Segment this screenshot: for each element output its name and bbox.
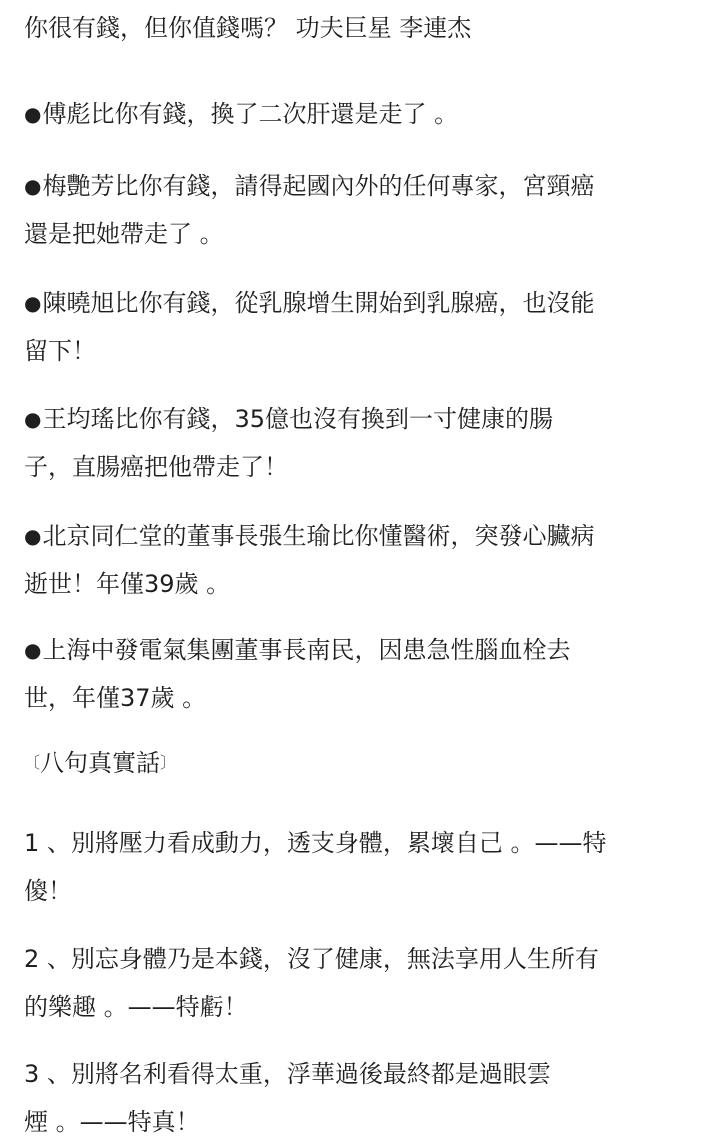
person-paragraph-6 xyxy=(24,626,714,722)
paragraph-line xyxy=(24,512,714,560)
paragraph-line xyxy=(24,279,714,327)
person-paragraph-1 xyxy=(24,90,714,138)
close-bracket: 〕 xyxy=(160,753,177,772)
paragraph-text: 傅彪比你有錢，換了二次肝還是走了 。 xyxy=(42,100,459,128)
paragraph-line: 2 、別忘身體乃是本錢，沒了健康，無法享用人生所有 xyxy=(24,945,599,973)
truth-item-1 xyxy=(24,819,714,915)
paragraph-line: 1 、別將壓力看成動力，透支身體，累壞自己 。——特 xyxy=(24,829,607,857)
bullet-icon: ● xyxy=(24,174,42,198)
bullet-icon: ● xyxy=(24,524,42,548)
bullet-icon: ● xyxy=(24,407,42,431)
paragraph-line: 世，年僅37歲 。 xyxy=(24,684,207,712)
paragraph-text: 王均瑤比你有錢，35億也沒有換到一寸健康的腸 xyxy=(42,405,553,433)
bullet-icon: ● xyxy=(24,102,42,126)
person-paragraph-2 xyxy=(24,162,714,258)
paragraph-line xyxy=(24,90,714,138)
paragraph-line: 3 、別將名利看得太重，浮華過後最終都是過眼雲 xyxy=(24,1060,551,1088)
bullet-icon: ● xyxy=(24,291,42,315)
section-heading-text: 八句真實話 xyxy=(40,749,161,777)
paragraph-line: 逝世！年僅39歲 。 xyxy=(24,570,231,598)
paragraph-line: 子，直腸癌把他帶走了！ xyxy=(24,453,288,481)
paragraph-line: 留下！ xyxy=(24,337,96,365)
paragraph-line: 還是把她帶走了 。 xyxy=(24,220,224,248)
open-bracket: 〔 xyxy=(24,753,41,772)
bullet-icon: ● xyxy=(24,638,42,662)
truth-item-3 xyxy=(24,1050,714,1139)
paragraph-line xyxy=(24,395,714,443)
paragraph-line: 傻！ xyxy=(24,877,72,905)
person-paragraph-5 xyxy=(24,512,714,608)
person-paragraph-4 xyxy=(24,395,714,491)
paragraph-line xyxy=(24,162,714,210)
article-title: 你很有錢，但你值錢嗎？ 功夫巨星 李連杰 xyxy=(24,14,472,42)
paragraph-line xyxy=(24,626,714,674)
paragraph-line: 的樂趣 。——特虧！ xyxy=(24,993,248,1021)
section-heading xyxy=(24,745,176,781)
person-paragraph-3 xyxy=(24,279,714,375)
paragraph-line: 煙 。——特真！ xyxy=(24,1108,200,1136)
paragraph-text: 北京同仁堂的董事長張生瑜比你懂醫術，突發心臟病 xyxy=(42,522,595,550)
paragraph-text: 梅艷芳比你有錢，請得起國內外的任何專家，宮頸癌 xyxy=(42,172,595,200)
paragraph-text: 上海中發電氣集團董事長南民，因患急性腦血栓去 xyxy=(42,636,571,664)
paragraph-text: 陳曉旭比你有錢，從乳腺增生開始到乳腺癌，也沒能 xyxy=(42,289,595,317)
truth-item-2 xyxy=(24,935,714,1031)
